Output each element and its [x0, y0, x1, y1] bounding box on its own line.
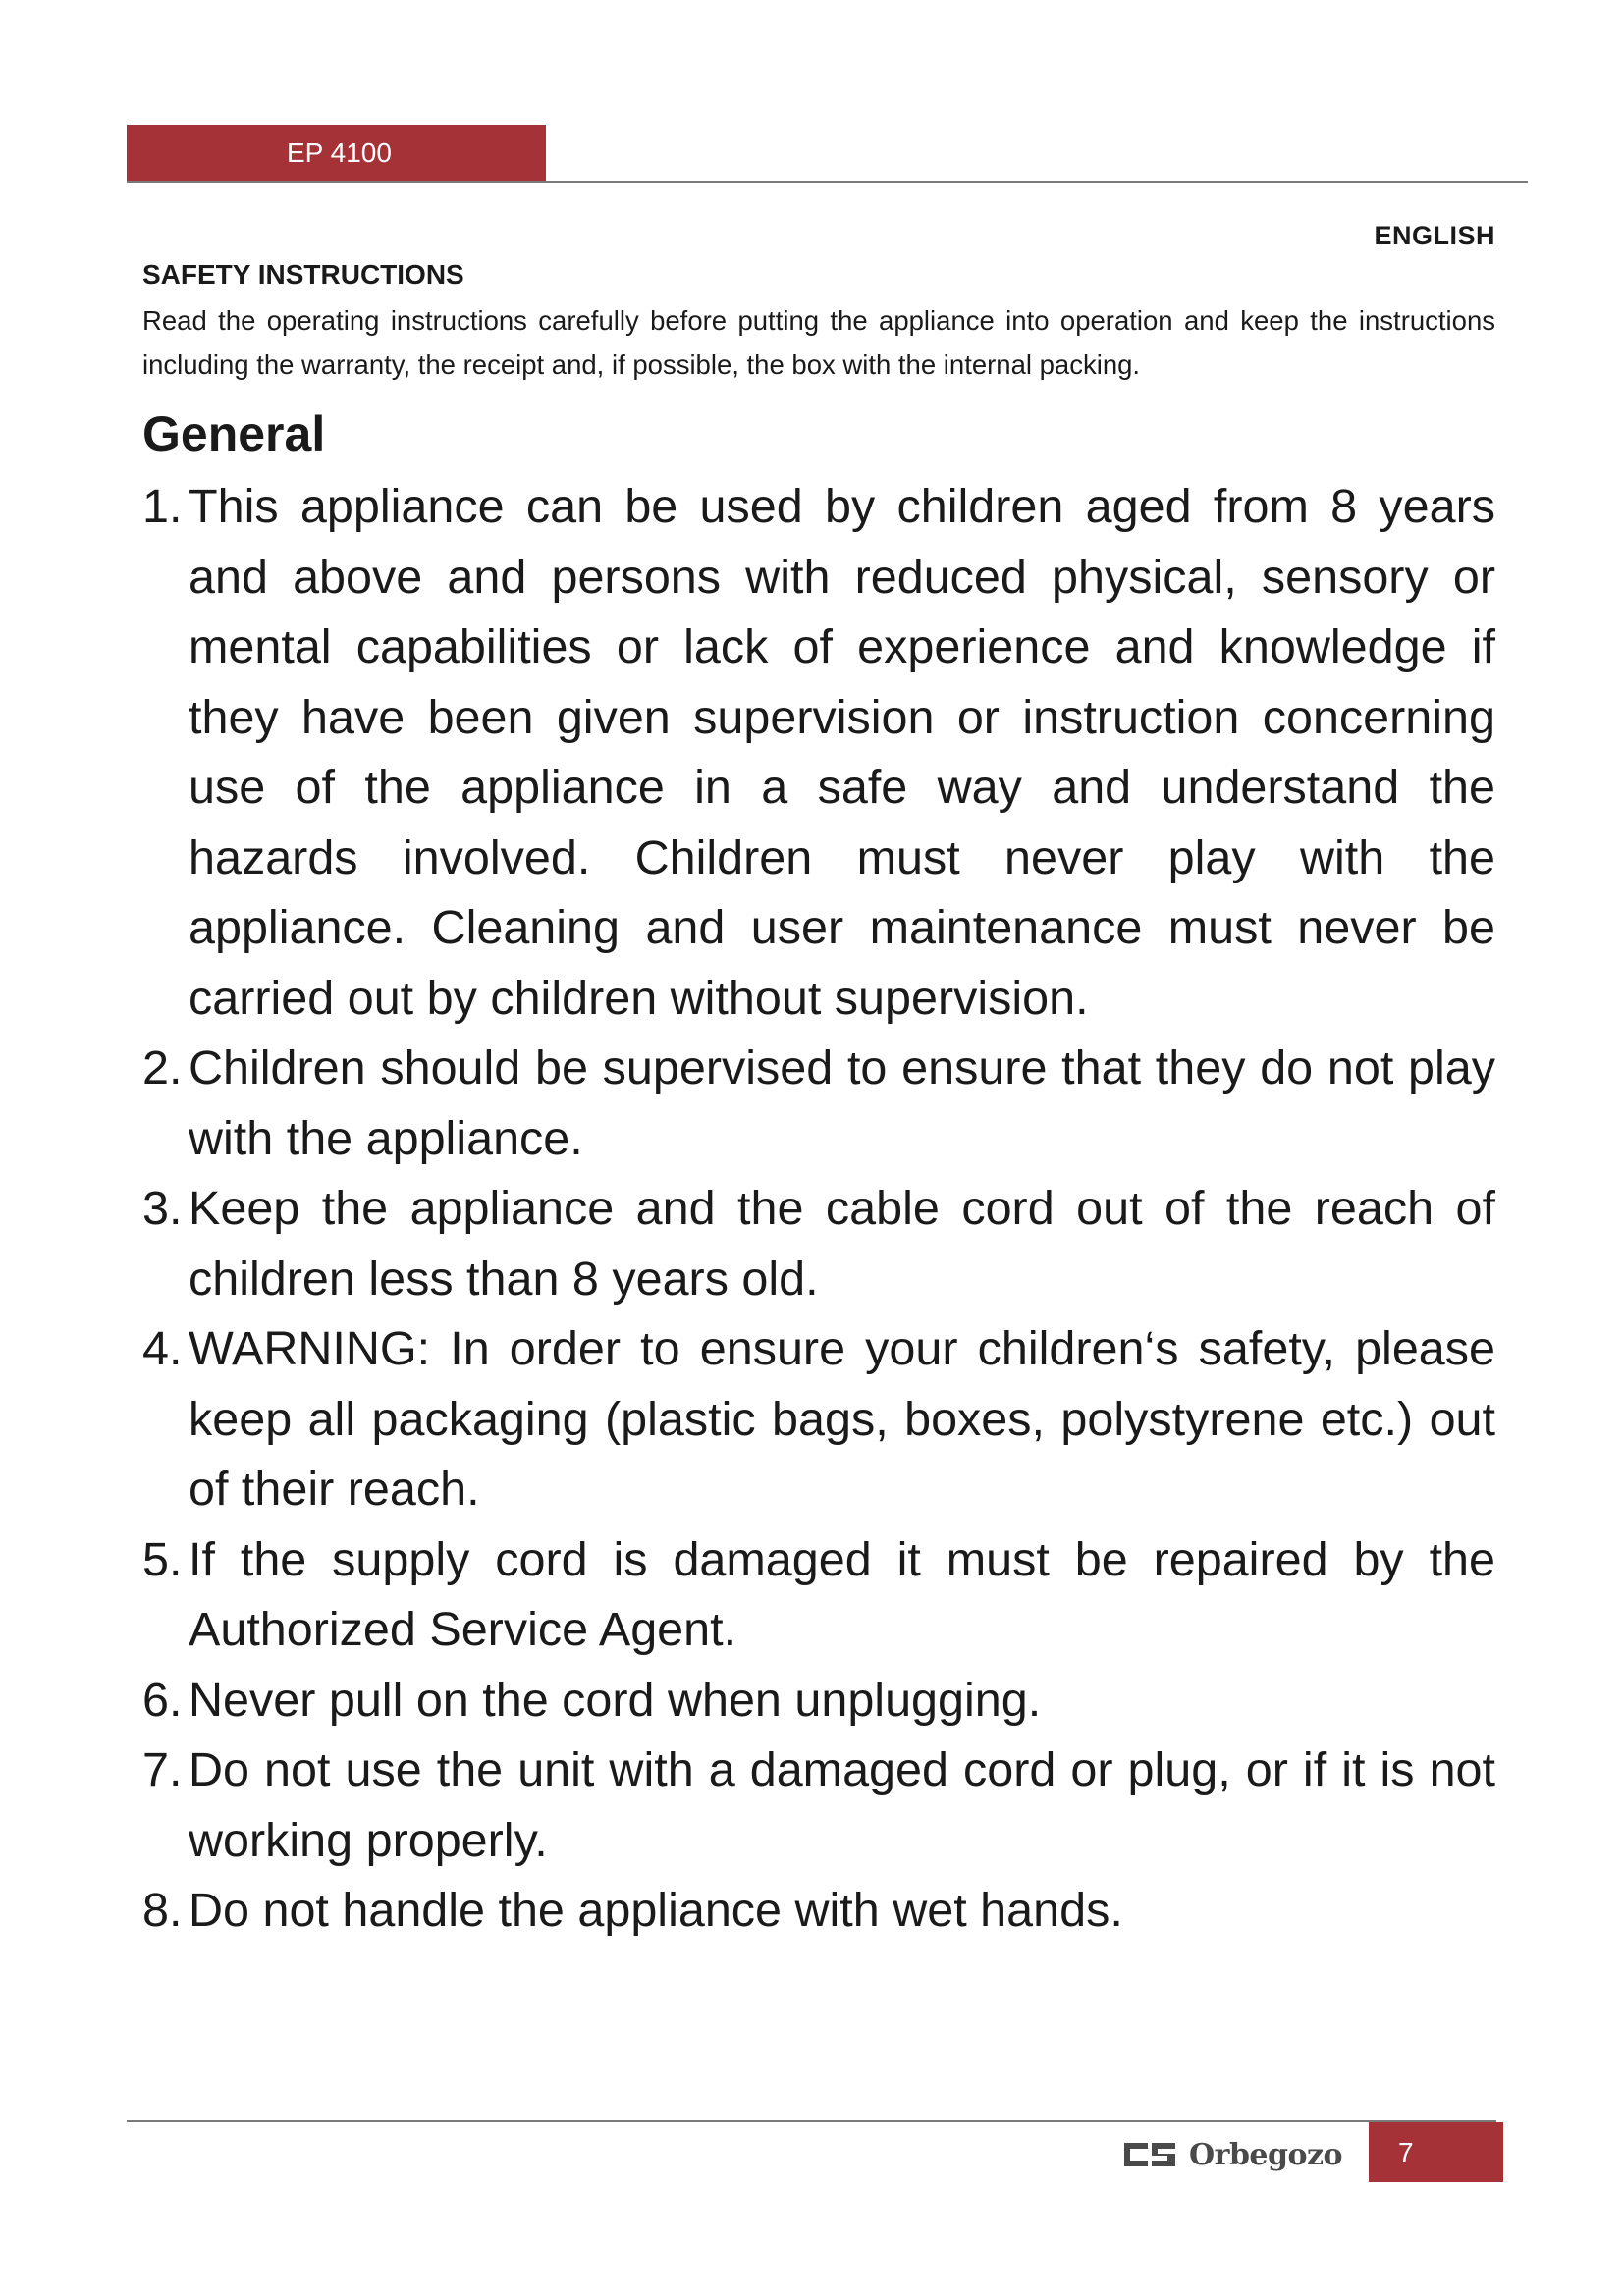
item-number: 5. [142, 1532, 183, 1586]
list-item [142, 1034, 1495, 1174]
list-item [142, 1174, 1495, 1314]
model-tab [127, 125, 546, 181]
item-text: Do not handle the appliance with wet hands. [189, 1884, 1123, 1937]
item-number: 2. [142, 1041, 183, 1095]
list-item [142, 1876, 1495, 1947]
brand-mark-icon [1124, 2141, 1177, 2168]
list-item [142, 1735, 1495, 1876]
safety-title: SAFETY INSTRUCTIONS [142, 259, 464, 290]
item-text: WARNING: In order to ensure your children‘s safety, please keep all packaging (plastic bags, boxes, polystyrene etc.) out of their reach. [189, 1322, 1495, 1516]
page-number-box [1369, 2122, 1503, 2182]
general-heading: General [142, 406, 326, 461]
page-number: 7 [1398, 2137, 1414, 2167]
list-item [142, 1666, 1495, 1736]
item-number: 4. [142, 1322, 183, 1375]
footer-divider [127, 2120, 1496, 2122]
safety-intro: Read the operating instructions carefully before putting the appliance into operation and keep the instructions including the warranty, the receipt and, if possible, the box with the internal packing. [142, 305, 1495, 380]
item-text: Children should be supervised to ensure that they do not play with the appliance. [189, 1041, 1495, 1165]
item-number: 8. [142, 1884, 183, 1937]
brand-wordmark: Orbegozo [1189, 2137, 1343, 2172]
item-text: Never pull on the cord when unplugging. [189, 1673, 1042, 1727]
item-number: 6. [142, 1673, 183, 1727]
brand-logo [1124, 2127, 1350, 2182]
list-item [142, 472, 1495, 1034]
header-divider [127, 181, 1528, 183]
instruction-list [142, 472, 1495, 1947]
language-label: ENGLISH [1374, 221, 1495, 250]
item-number: 7. [142, 1743, 183, 1796]
item-number: 3. [142, 1182, 183, 1235]
item-number: 1. [142, 480, 183, 533]
item-text: If the supply cord is damaged it must be repaired by the Authorized Service Agent. [189, 1532, 1495, 1656]
item-text: Keep the appliance and the cable cord out of the reach of children less than 8 years old. [189, 1182, 1495, 1306]
item-text: Do not use the unit with a damaged cord or plug, or if it is not working properly. [189, 1743, 1495, 1867]
list-item [142, 1314, 1495, 1525]
list-item [142, 1525, 1495, 1666]
model-label: EP 4100 [287, 137, 392, 168]
item-text: This appliance can be used by children aged from 8 years and above and persons with reduced physical, sensory or mental capabilities or lack of experience and knowledge if they have been given supervision or instruction concerning use of the appliance in a safe way and understand the hazards involved. Children must never play with the appliance. Cleaning and user maintenance must never be carried out by children without supervision. [189, 480, 1495, 1025]
